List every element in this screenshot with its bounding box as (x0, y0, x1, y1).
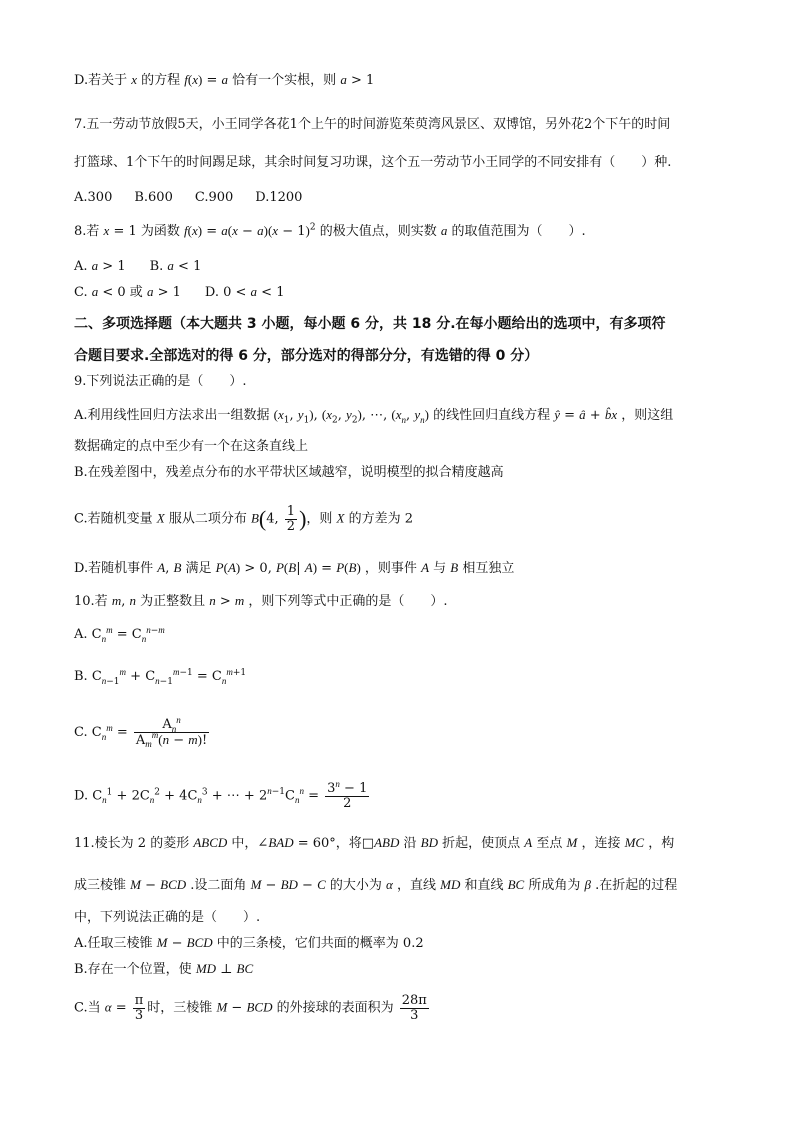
q10-option-d: D. $C_n^1 + 2C_n^2 + 4C_n^3$ + ⋯ + $2^{n-1}C_n^n$ = $\frac{3^n - 1}{2}$ (74, 778, 368, 811)
q9-stem: 9.下列说法正确的是（ ）. (74, 374, 247, 389)
q10-option-a: A. $C_n^m = C_n^{n-m}$ (74, 624, 165, 644)
q8-options-cd: C. a < 0 或 a > 1 D. 0 < a < 1 (74, 284, 285, 300)
frac-one-half: $\frac{1}{2}$ (286, 504, 296, 534)
frac-3n-minus-1-over-2: $\frac{3^n - 1}{2}$ (327, 778, 368, 811)
section2-title-line1: 二、多项选择题（本大题共 3 小题，每小题 6 分，共 18 分.在每小题给出的选项中，有多项符 (74, 316, 666, 332)
q10-option-c: C. $C_n^m$ = $\frac{A_n^n}{A_m^m(n - m)!}$ (74, 714, 208, 750)
q9-option-a-line2: 数据确定的点中至少有一个在这条直线上 (74, 439, 309, 454)
q11-stem-line2: 成三棱锥 M − BCD .设二面角 M − BD − C 的大小为 α ，直线 MD 和直线 BC 所成角为 β .在折起的过程 (74, 877, 678, 893)
q7-stem-line2: 打篮球、1个下午的时间踢足球，其余时间复习功课，这个五一劳动节小王同学的不同安排有（ ）种. (74, 155, 672, 170)
q9-option-a-line1: A.利用线性回归方法求出一组数据 ($x_1$, $y_1$), ($x_2$, $y_2$), ⋯, ($x_n$, $y_n$) 的线性回归直线方程 ŷ = â + b̂x ，则这组 (74, 407, 674, 426)
q7-options (74, 188, 302, 208)
q11-stem-line3: 中，下列说法正确的是（ ）. (74, 910, 261, 925)
q10-option-b: B. $C_{n-1}^m + C_{n-1}^{m-1} = C_n^{m+1}$ (74, 666, 247, 687)
frac-28pi-over-3: $\frac{28\pi}{3}$ (401, 993, 427, 1023)
q10-stem: 10.若 m, n 为正整数且 n > m ，则下列等式中正确的是（ ）. (74, 593, 448, 609)
q7-option-a: A.300 (74, 190, 113, 205)
q7-option-c: C.900 (194, 190, 234, 205)
q8-stem: 8.若 x = 1 为函数 $f(x) = a(x - a)(x - 1)^2$ 的极大值点，则实数 a 的取值范围为（ ）. (74, 222, 586, 239)
frac-a-over-a: $\frac{A_n^n}{A_m^m(n - m)!}$ (135, 714, 208, 750)
q11-stem-line1: 11.棱长为 2 的菱形 ABCD 中，∠BAD = 60°，将□ABD 沿 BD 折起，使顶点 A 至点 M ，连接 MC ，构 (74, 835, 675, 851)
q9-option-c: C.若随机变量 X 服从二项分布 B(4, $\frac{1}{2}$ )，则 X 的方差为 2 (74, 504, 414, 534)
q6-option-d: D.若关于 x 的方程 f(x) = a 恰有一个实根，则 a > 1 (74, 72, 375, 88)
q9-option-d: D.若随机事件 A, B 满足 P(A) > 0, P(B| A) = P(B) ，则事件 A 与 B 相互独立 (74, 560, 515, 576)
section2-title-line2: 合题目要求.全部选对的得 6 分，部分选对的得部分分，有选错的得 0 分） (74, 348, 539, 364)
q7-stem-line1: 7.五一劳动节放假5天，小王同学各花1个上午的时间游览茱萸湾风景区、双博馆，另外花2个下午的时间 (74, 117, 671, 132)
frac-pi-over-3: $\frac{\pi}{3}$ (134, 993, 144, 1023)
q8-options-ab: A. a > 1 B. a < 1 (74, 258, 202, 274)
q11-option-b: B.存在一个位置，使 MD ⊥ BC (74, 961, 254, 977)
q7-option-d: D.1200 (255, 190, 303, 205)
q7-option-b: B.600 (134, 190, 173, 205)
q11-option-a: A.任取三棱锥 M − BCD 中的三条棱，它们共面的概率为 0.2 (74, 935, 424, 951)
q11-option-c: C.当 α = $\frac{\pi}{3}$ 时，三棱锥 M − BCD 的外接球的表面积为 $\frac{28\pi}{3}$ (74, 993, 427, 1023)
q9-option-b: B.在残差图中，残差点分布的水平带状区域越窄，说明模型的拟合精度越高 (74, 465, 504, 480)
